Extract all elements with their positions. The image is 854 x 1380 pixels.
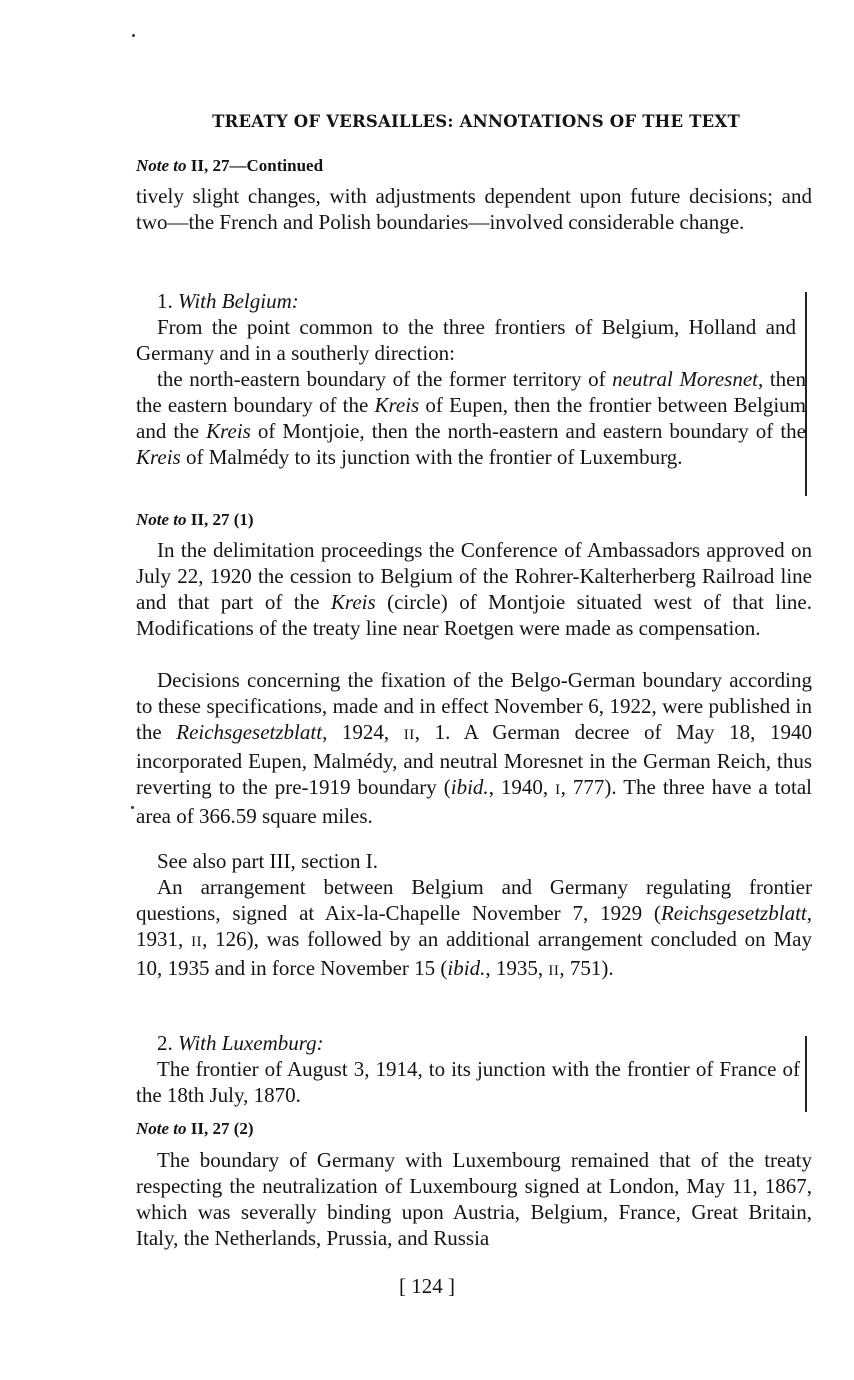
note-heading-2 bbox=[136, 1119, 254, 1139]
note-ref: II, 27 (1) bbox=[190, 510, 254, 529]
text-run: ibid. bbox=[450, 775, 489, 799]
section-1-paragraph bbox=[136, 366, 806, 470]
text-run: II bbox=[548, 963, 560, 979]
text-run: , 1. A German decree of May 18, 1940 incorporated Eupen, Malmédy, and neutral Moresnet in the German Reich, thus reverting to the pre-1919 boundary ( bbox=[136, 720, 812, 799]
text-run: , then the eastern boundary of the bbox=[136, 367, 806, 417]
text-run: Kreis bbox=[330, 590, 376, 614]
scan-speck bbox=[132, 34, 135, 37]
text-run: (circle) of Montjoie situated west of that line. Modifications of the treaty line near Roetgen were made as compensation. bbox=[136, 590, 812, 640]
text-run: , 1935, bbox=[485, 956, 549, 980]
text-run: I bbox=[555, 782, 561, 798]
page-number: [ 124 ] bbox=[399, 1274, 455, 1298]
text-run: II bbox=[191, 934, 203, 950]
section-2-heading bbox=[157, 1030, 324, 1056]
intro-paragraph: tively slight changes, with adjustments dependent upon future decisions; and two—the French and Polish boundaries—involved considerable change. bbox=[136, 184, 812, 234]
text-run: Kreis bbox=[206, 419, 251, 443]
note-1-paragraph-1 bbox=[136, 537, 812, 641]
text-run: Kreis bbox=[374, 393, 420, 417]
text-run: , 751). bbox=[559, 956, 614, 980]
note-prefix: Note to bbox=[136, 510, 187, 529]
text-run: ibid. bbox=[447, 956, 486, 980]
text-run: of Eupen, then the frontier between Belgium and the bbox=[136, 393, 806, 443]
text-run: neutral Moresnet bbox=[612, 367, 758, 391]
note-1-paragraph-4 bbox=[136, 874, 812, 984]
text-run: Decisions concerning the fixation of the Belgo-German boundary according to these specifications, made and in effect November 6, 1922, were published in the bbox=[136, 668, 812, 744]
note-prefix: Note to bbox=[136, 1119, 187, 1138]
text-run: II bbox=[403, 727, 415, 743]
text-run: , 1931, bbox=[136, 901, 812, 951]
note-ref: II, 27 (2) bbox=[190, 1119, 254, 1138]
text-run: In the delimitation proceedings the Conference of Ambassadors approved on July 22, 1920 the cession to Belgium of the Rohrer-Kalterherberg Railroad line and that part of the bbox=[136, 538, 812, 614]
text-run: , 777). The three have a total area of 366.59 square miles. bbox=[136, 775, 812, 828]
running-head: TREATY OF VERSAILLES: ANNOTATIONS OF THE TEXT bbox=[212, 112, 740, 131]
note-prefix: Note to bbox=[136, 156, 187, 175]
note-ref: II, 27—Continued bbox=[190, 156, 324, 175]
section-number: 1. bbox=[157, 289, 173, 313]
text-run: Kreis bbox=[136, 445, 181, 469]
margin-rule bbox=[805, 1036, 807, 1112]
note-heading-continued bbox=[136, 156, 323, 176]
scan-speck bbox=[131, 806, 134, 809]
text-run: Reichsgesetzblatt bbox=[176, 720, 323, 744]
note-1-paragraph-3: See also part III, section I. bbox=[157, 849, 379, 873]
section-title: With Belgium: bbox=[178, 289, 299, 313]
text-run: Reichsgesetzblatt bbox=[660, 901, 807, 925]
note-1-paragraph-2 bbox=[136, 667, 812, 829]
section-1-line: From the point common to the three frontiers of Belgium, Holland and Germany and in a southerly direction: bbox=[136, 315, 796, 365]
note-heading-1 bbox=[136, 510, 254, 530]
section-title: With Luxemburg: bbox=[178, 1031, 324, 1055]
section-number: 2. bbox=[157, 1031, 173, 1055]
text-run: the north-eastern boundary of the former territory of bbox=[157, 367, 613, 391]
text-run: of Montjoie, then the north-eastern and eastern boundary of the bbox=[250, 419, 806, 443]
text-run: , 1924, bbox=[322, 720, 404, 744]
text-run: , 1940, bbox=[488, 775, 556, 799]
note-2-paragraph: The boundary of Germany with Luxembourg remained that of the treaty respecting the neutralization of Luxembourg signed at London, May 11, 1867, which was severally binding upon Austria, Belgium, France, Great Britain, Italy, the Netherlands, Prussia, and Russia bbox=[136, 1148, 812, 1250]
text-run: An arrangement between Belgium and Germany regulating frontier questions, signed at Aix-la-Chapelle November 7, 1929 ( bbox=[136, 875, 812, 925]
text-run: of Malmédy to its junction with the frontier of Luxemburg. bbox=[180, 445, 683, 469]
text-run: , 126), was followed by an additional arrangement concluded on May 10, 1935 and in force November 15 ( bbox=[136, 927, 812, 980]
section-2-paragraph: The frontier of August 3, 1914, to its junction with the frontier of France of the 18th July, 1870. bbox=[136, 1057, 800, 1107]
section-1-heading bbox=[157, 288, 299, 314]
